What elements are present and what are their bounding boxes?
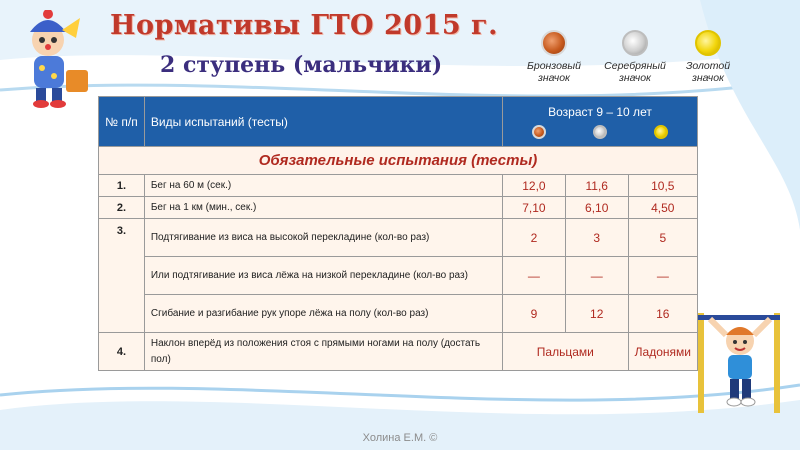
bronze-value: 12,0: [503, 175, 566, 197]
gold-medal-icon: [654, 125, 668, 139]
section-row: [99, 147, 698, 175]
row-test: Бег на 60 м (сек.): [144, 175, 502, 197]
header-test: Виды испытаний (тесты): [144, 97, 502, 147]
table-row: [99, 175, 698, 197]
silver-value: 3: [565, 219, 628, 257]
silver-value: 12: [565, 295, 628, 333]
page-subtitle: 2 ступень (мальчики): [160, 52, 443, 78]
legend-gold: [680, 30, 736, 84]
row-num: 4.: [99, 333, 145, 371]
table-row: [99, 295, 698, 333]
gold-value: 4,50: [628, 197, 697, 219]
section-title: Обязательные испытания (тесты): [99, 147, 698, 175]
legend-gold-label: Золотой значок: [685, 60, 731, 84]
silver-value: —: [565, 257, 628, 295]
gold-value: 16: [628, 295, 697, 333]
row-test: Бег на 1 км (мин., сек.): [144, 197, 502, 219]
gold-value: 10,5: [628, 175, 697, 197]
header-num: № п/п: [99, 97, 145, 147]
header-age-label: Возраст 9 – 10 лет: [548, 104, 652, 119]
header-age: [503, 97, 698, 147]
table-row: [99, 257, 698, 295]
row-num: 1.: [99, 175, 145, 197]
legend-silver-label: Серебряный значок: [604, 60, 666, 84]
silver-value: 11,6: [565, 175, 628, 197]
row-test: Или подтягивание из виса лёжа на низкой перекладине (кол-во раз): [144, 257, 502, 295]
row-num: 2.: [99, 197, 145, 219]
legend-bronze-label: Бронзовый значок: [527, 60, 581, 84]
bronze-medal-icon: [541, 30, 567, 56]
footer-credit: Холина Е.М. ©: [362, 432, 438, 444]
bronze-value: 2: [503, 219, 566, 257]
row-test: Наклон вперёд из положения стоя с прямыми ногами на полу (достать пол): [144, 333, 502, 371]
bronze-medal-icon: [532, 125, 546, 139]
silver-medal-icon: [622, 30, 648, 56]
gold-value: —: [628, 257, 697, 295]
row-test: Подтягивание из виса на высокой перекладине (кол-во раз): [144, 219, 502, 257]
table-row: [99, 197, 698, 219]
row-num: 3.: [99, 219, 145, 333]
table-row: [99, 219, 698, 257]
bronze-silver-value: Пальцами: [503, 333, 629, 371]
legend-bronze: [522, 30, 586, 84]
gold-value: Ладонями: [628, 333, 697, 371]
bronze-value: —: [503, 257, 566, 295]
gold-medal-icon: [695, 30, 721, 56]
norms-table: [98, 96, 698, 371]
gold-value: 5: [628, 219, 697, 257]
bronze-value: 7,10: [503, 197, 566, 219]
page-title: Нормативы ГТО 2015 г.: [110, 10, 498, 41]
legend-silver: [600, 30, 670, 84]
clown-kid-illustration: [8, 10, 108, 110]
row-test: Сгибание и разгибание рук упоре лёжа на полу (кол-во раз): [144, 295, 502, 333]
bronze-value: 9: [503, 295, 566, 333]
silver-medal-icon: [593, 125, 607, 139]
table-row: [99, 333, 698, 371]
kid-on-bar-illustration: [690, 305, 790, 420]
silver-value: 6,10: [565, 197, 628, 219]
